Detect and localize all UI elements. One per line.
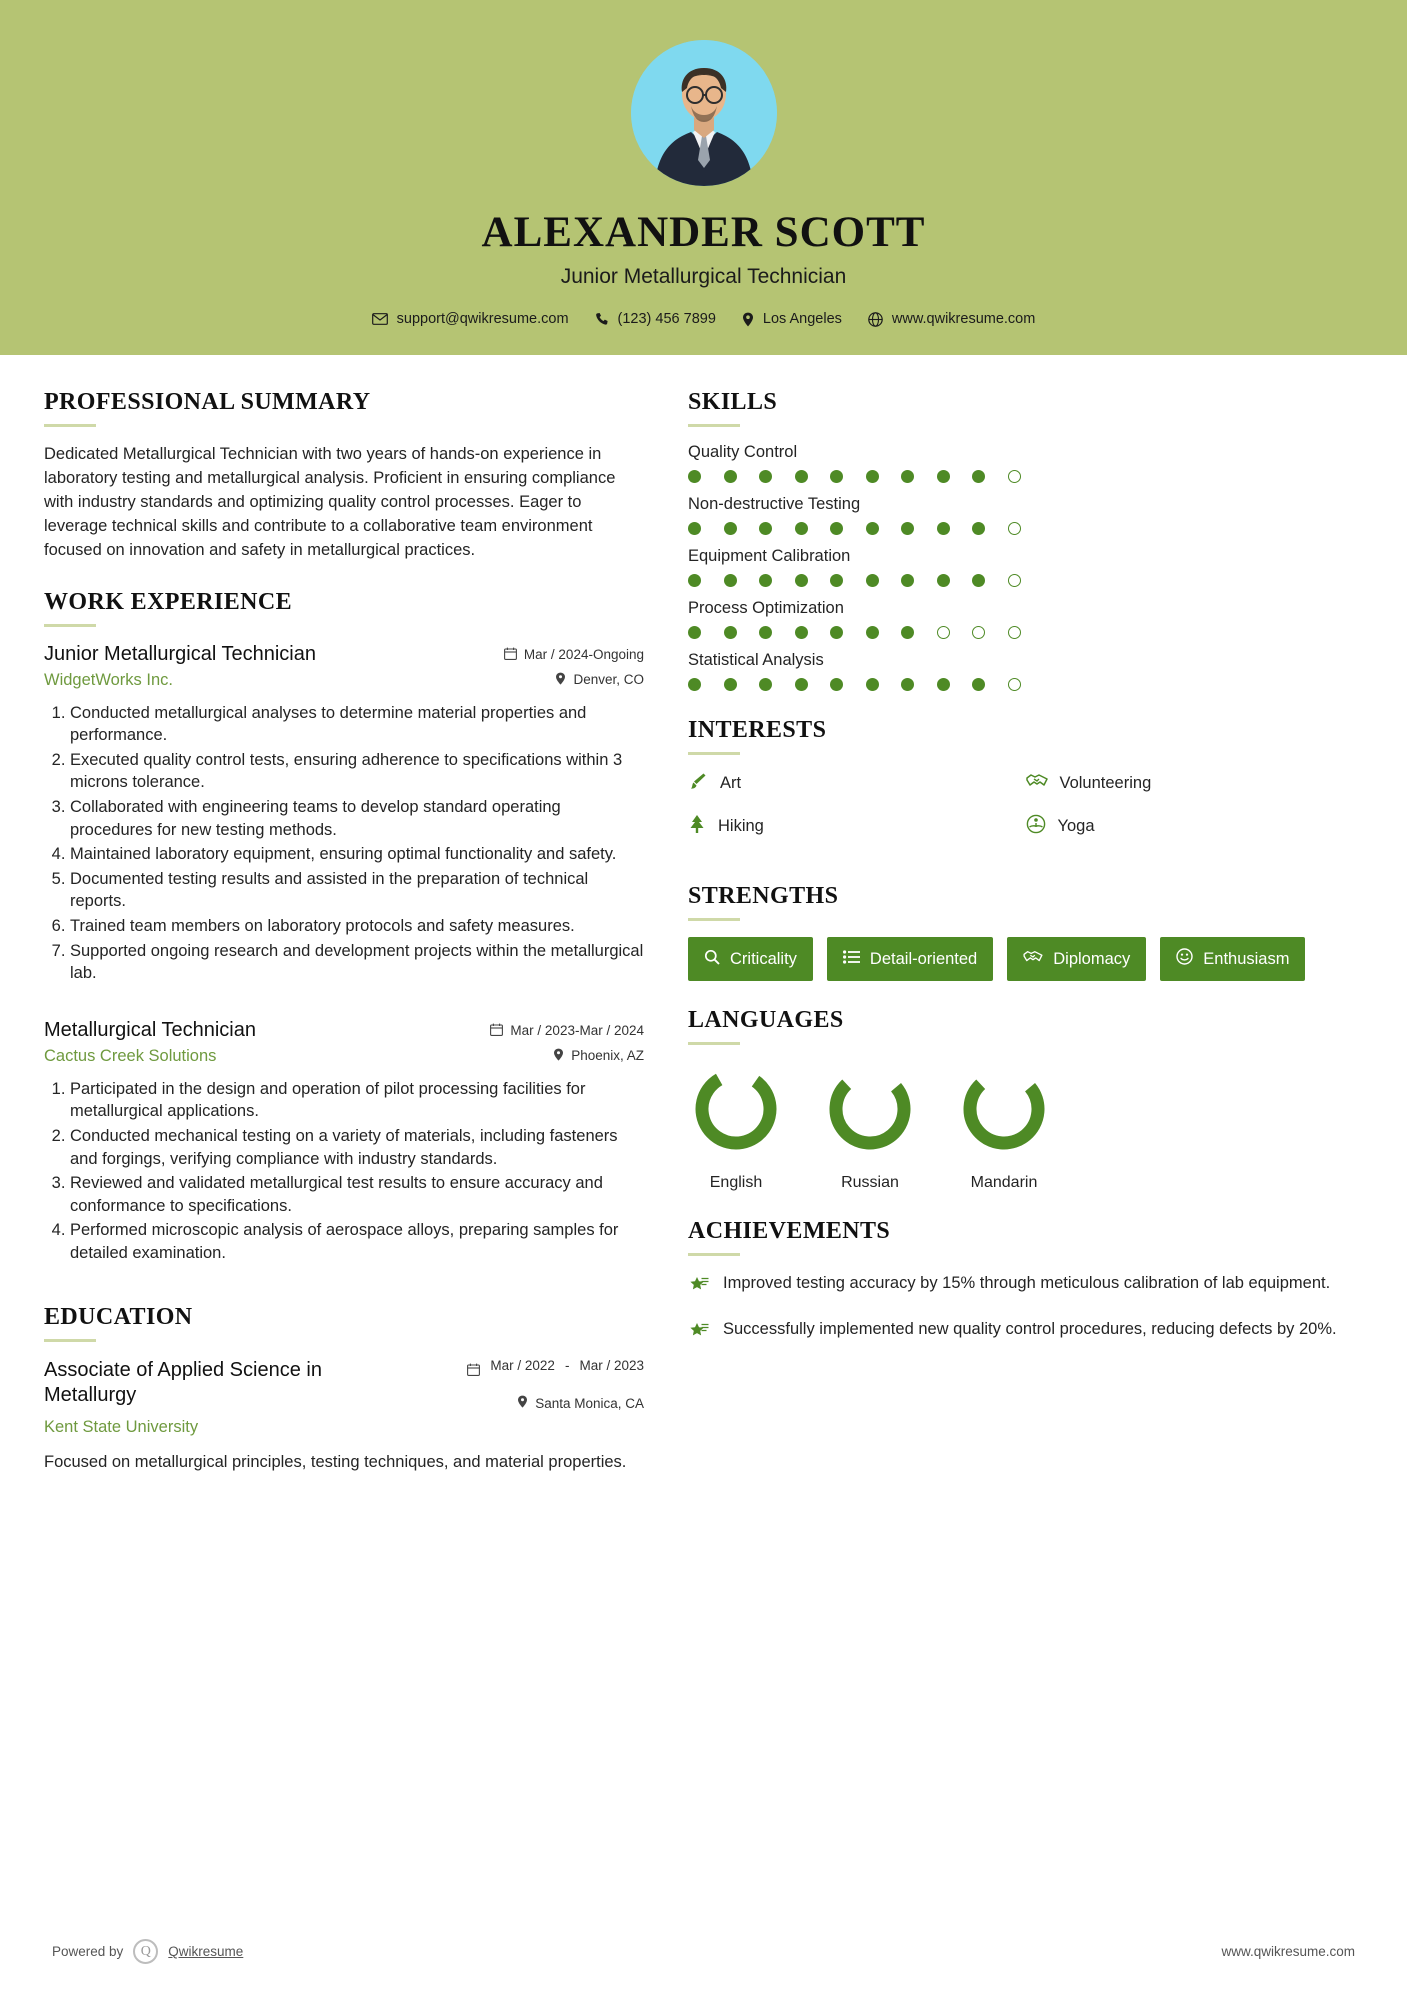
job-bullets [44,1078,644,1265]
rating-dot [972,574,985,587]
rating-dot [972,470,985,483]
rating-dot [724,678,737,691]
rating-dot [688,522,701,535]
rating-dot [866,470,879,483]
location-pin-icon [553,1048,564,1064]
right-column [688,389,1363,1501]
skill-item [688,443,1363,483]
bullet-item: 3. Collaborated with engineering teams to develop standard operating procedures for new testing methods. [70,796,644,841]
rating-dot [866,574,879,587]
rating-dot [688,574,701,587]
strength-label: Enthusiasm [1203,949,1290,968]
left-column [44,389,644,1501]
language-label: Mandarin [970,1174,1038,1191]
interest-label: Hiking [718,817,764,835]
strength-chip [1160,937,1305,981]
summary-text: Dedicated Metallurgical Technician with two years of hands-on experience in laboratory testing and metallurgical analysis. Proficient in ensuring compliance with industry standards and optimizing quality control processes. Eager to leverage technical skills and contribute to a collaborative team environment focused on innovation and safety in metallurgical practices. [44,445,616,559]
rating-dot [795,678,808,691]
interest-label: Art [720,774,742,792]
heading-rule [688,1253,740,1256]
skill-rating [688,470,1363,483]
skill-label: Process Optimization [688,599,844,617]
email-icon [372,313,388,325]
strength-chip [827,937,993,981]
bullet-item: 6. Trained team members on laboratory protocols and safety measures. [70,915,644,938]
rating-dot [830,574,843,587]
qwikresume-brand-link[interactable]: Qwikresume [168,1944,244,1959]
heading-rule [44,1339,96,1342]
language-item [822,1061,918,1192]
contact-bar [0,311,1407,327]
yoga-icon [1026,814,1046,839]
rating-dot [1008,470,1021,483]
language-item [688,1061,784,1192]
bullet-item: 1. Conducted metallurgical analyses to determine material properties and performance. [70,702,644,747]
bullet-item: 2. Executed quality control tests, ensuring adherence to specifications within 3 microns tolerance. [70,749,644,794]
strength-label: Diplomacy [1053,949,1131,968]
calendar-icon [490,1023,503,1039]
rating-dot [1008,678,1021,691]
rating-dot [901,470,914,483]
education-title: Associate of Applied Science in Metallurgy [44,1359,322,1407]
section-education [44,1304,644,1474]
rating-dot [759,522,772,535]
languages-heading: LANGUAGES [688,1007,844,1033]
rating-dot [1008,522,1021,535]
rating-dot [937,678,950,691]
rating-dot [972,522,985,535]
powered-by-label: Powered by [52,1944,124,1959]
achievements-heading: ACHIEVEMENTS [688,1218,891,1244]
rating-dot [830,678,843,691]
language-label: English [709,1174,763,1191]
strengths-heading: STRENGTHS [688,883,839,909]
rating-dot [1008,626,1021,639]
language-label: Russian [841,1174,899,1191]
achievement-item [688,1318,1363,1346]
achievement-item [688,1272,1363,1300]
education-end-date: Mar / 2023 [579,1358,644,1374]
heading-rule [688,752,740,755]
experience-item [44,643,644,985]
rating-dot [901,626,914,639]
rating-dot [724,470,737,483]
strength-label: Criticality [730,949,797,968]
skill-item [688,599,1363,639]
skill-rating [688,522,1363,535]
skill-rating [688,678,1363,691]
job-location: Phoenix, AZ [571,1048,644,1064]
rating-dot [866,678,879,691]
job-role-subtitle: Junior Metallurgical Technician [560,265,847,288]
job-location: Denver, CO [573,672,644,688]
interests-heading: INTERESTS [688,717,827,743]
rating-dot [830,522,843,535]
skill-label: Quality Control [688,443,798,461]
bullet-item: 4. Performed microscopic analysis of aerospace alloys, preparing samples for detailed examination. [70,1219,644,1264]
tree-icon [688,814,706,839]
rating-dot [688,470,701,483]
skills-heading: SKILLS [688,389,778,415]
rating-dot [1008,574,1021,587]
heading-rule [688,1042,740,1045]
section-strengths [688,883,1363,981]
contact-website-text: www.qwikresume.com [891,311,1036,327]
heading-rule [688,918,740,921]
skill-item [688,651,1363,691]
paintbrush-icon [688,771,708,796]
list-icon [843,950,860,969]
rating-dot [795,522,808,535]
smiley-icon [1176,948,1193,970]
globe-icon [868,312,883,327]
magnifier-icon [704,949,720,970]
rating-dot [937,522,950,535]
language-progress-ring [822,1061,918,1157]
footer-website: www.qwikresume.com [1221,1944,1355,1959]
strength-chip [688,937,813,981]
bullet-item: 7. Supported ongoing research and development projects within the metallurgical lab. [70,940,644,985]
experience-item [44,1019,644,1265]
education-start-date: Mar / 2022 [490,1358,555,1374]
interest-item [1026,771,1364,796]
rating-dot [866,522,879,535]
rating-dot [688,678,701,691]
contact-phone-text: (123) 456 7899 [617,311,716,327]
section-skills [688,389,1363,691]
achievement-text: Successfully implemented new quality control procedures, reducing defects by 20%. [723,1320,1337,1338]
rating-dot [759,678,772,691]
rating-dot [866,626,879,639]
skill-item [688,495,1363,535]
job-title: Junior Metallurgical Technician [44,642,316,665]
job-bullets [44,702,644,985]
date-separator: - [564,1358,570,1374]
interest-label: Volunteering [1059,774,1152,792]
section-achievements [688,1218,1363,1346]
rating-dot [901,678,914,691]
section-work-experience [44,589,644,1265]
heading-rule [44,624,96,627]
bullet-item: 2. Conducted mechanical testing on a variety of materials, including fasteners and forgings, verifying compliance with industry standards. [70,1125,644,1170]
skill-label: Non-destructive Testing [688,495,861,513]
bullet-item: 5. Documented testing results and assisted in the preparation of technical reports. [70,868,644,913]
calendar-icon [467,1358,480,1379]
bullet-item: 1. Participated in the design and operation of pilot processing facilities for metallurgical applications. [70,1078,644,1123]
education-item [44,1358,644,1474]
rating-dot [937,626,950,639]
phone-icon [595,312,609,326]
section-languages [688,1007,1363,1192]
skill-label: Equipment Calibration [688,547,851,565]
education-school: Kent State University [44,1418,199,1437]
page-title: ALEXANDER SCOTT [481,209,926,256]
contact-email-text: support@qwikresume.com [396,311,569,327]
education-location: Santa Monica, CA [535,1395,644,1411]
job-company: Cactus Creek Solutions [44,1046,217,1065]
rating-dot [759,470,772,483]
interest-item [1026,814,1364,839]
rating-dot [688,626,701,639]
location-pin-icon [517,1395,528,1411]
experience-heading: WORK EXPERIENCE [44,588,293,615]
rating-dot [795,574,808,587]
resume-header [0,0,1407,355]
achievement-text: Improved testing accuracy by 15% through meticulous calibration of lab equipment. [723,1274,1331,1292]
job-dates: Mar / 2023-Mar / 2024 [510,1023,644,1039]
handshake-icon [1026,772,1048,795]
summary-heading: PROFESSIONAL SUMMARY [44,389,371,415]
contact-location[interactable] [742,311,842,327]
badge-star-icon [688,1272,710,1300]
education-description: Focused on metallurgical principles, testing techniques, and material properties. [44,1453,627,1472]
badge-star-icon [688,1318,710,1346]
rating-dot [795,626,808,639]
rating-dot [724,574,737,587]
rating-dot [759,574,772,587]
rating-dot [901,574,914,587]
interest-item [688,814,1026,839]
rating-dot [795,470,808,483]
job-title: Metallurgical Technician [44,1018,256,1041]
powered-by-block [52,1939,243,1964]
rating-dot [830,626,843,639]
rating-dot [724,626,737,639]
language-progress-ring [688,1061,784,1157]
contact-phone[interactable] [595,311,716,327]
rating-dot [937,574,950,587]
bullet-item: 4. Maintained laboratory equipment, ensuring optimal functionality and safety. [70,843,644,866]
calendar-icon [504,647,517,663]
rating-dot [972,678,985,691]
interest-label: Yoga [1057,817,1095,835]
heading-rule [688,424,740,427]
rating-dot [830,470,843,483]
strength-chip [1007,937,1146,981]
language-item [956,1061,1052,1192]
rating-dot [901,522,914,535]
bullet-item: 3. Reviewed and validated metallurgical test results to ensure accuracy and conformance to specifications. [70,1172,644,1217]
strength-label: Detail-oriented [869,949,978,968]
section-professional-summary [44,389,644,563]
qwikresume-logo-icon: Q [133,1939,158,1964]
job-company: WidgetWorks Inc. [44,670,173,689]
job-dates: Mar / 2024-Ongoing [523,647,644,663]
location-pin-icon [742,312,754,327]
contact-location-text: Los Angeles [762,311,842,327]
interest-item [688,771,1026,796]
section-interests [688,717,1363,857]
rating-dot [972,626,985,639]
rating-dot [937,470,950,483]
rating-dot [724,522,737,535]
education-heading: EDUCATION [44,1304,193,1331]
skill-rating [688,574,1363,587]
handshake-icon [1023,949,1043,970]
skill-item [688,547,1363,587]
rating-dot [759,626,772,639]
skill-label: Statistical Analysis [688,651,824,669]
contact-email[interactable] [372,311,569,327]
heading-rule [44,424,96,427]
skill-rating [688,626,1363,639]
page-footer [0,1939,1407,1964]
language-progress-ring [956,1061,1052,1157]
contact-website[interactable] [868,311,1035,327]
location-pin-icon [555,672,566,688]
avatar [631,40,777,186]
